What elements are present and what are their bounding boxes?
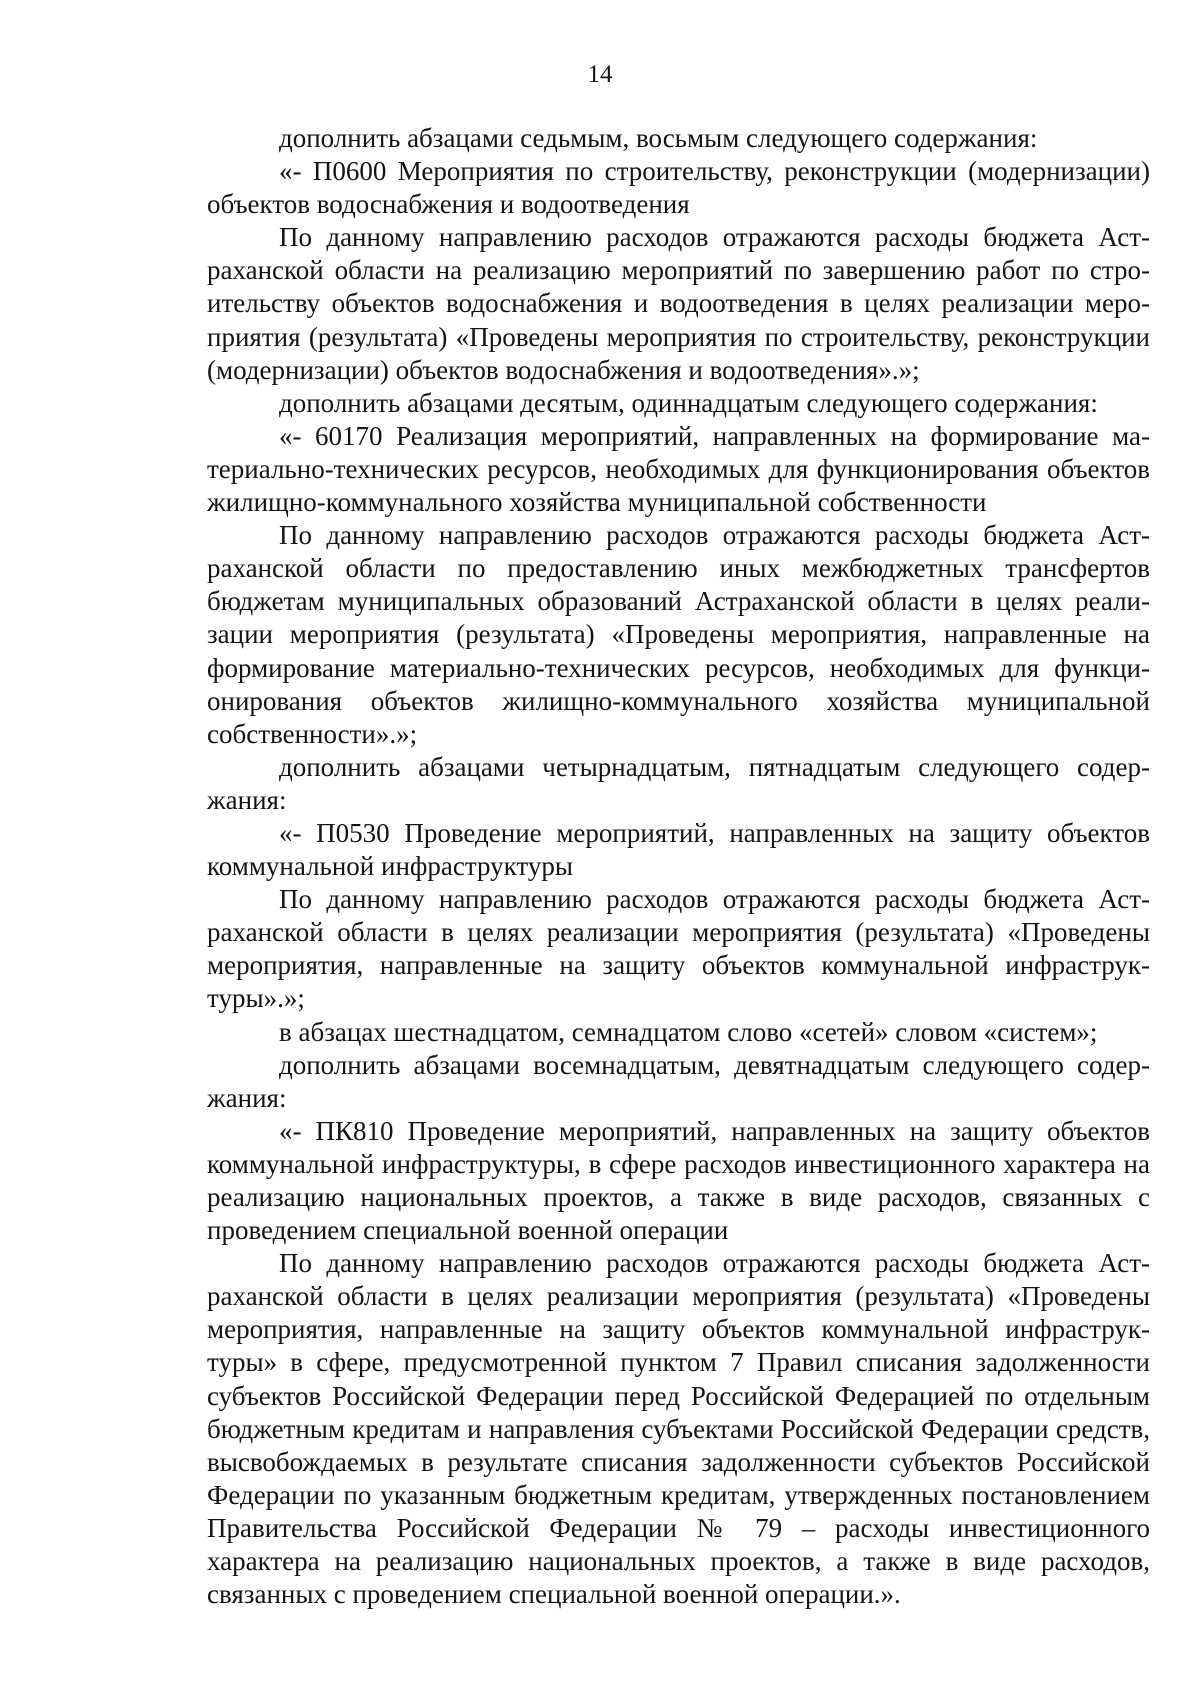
paragraph-60170-title: «- 60170 Реализация мероприятий, направленных на формирование материально-технических ресурсов, необходимых для функционирования объектов жилищно-коммунального хозяйства муниципальной собственности	[207, 420, 1150, 518]
paragraph-amend-7-8: дополнить абзацами седьмым, восьмым следующего содержания:	[279, 123, 1038, 153]
page-number: 14	[587, 61, 613, 88]
paragraph-amend-16-17: в абзацах шестнадцатом, семнадцатом слово «сетей» словом «систем»;	[279, 1016, 1098, 1047]
paragraph-p0600-description: По данному направлению расходов отражаются расходы бюджета Астраханской области на реализацию мероприятий по завершению работ по строительству объектов водоснабжения и водоотведения в целях реализации мероприятия (результата) «Проведены мероприятия по строительству, реконструкции (модернизации) объектов водоснабжения и водоотведения».»;	[207, 222, 1150, 385]
paragraph-amend-14-15: дополнить абзацами четырнадцатым, пятнадцатым следующего содержания:	[207, 751, 1150, 815]
paragraph-pk810-title: «- ПК810 Проведение мероприятий, направленных на защиту объектов коммунальной инфраструктуры, в сфере расходов инвестиционного характера на реализацию национальных проектов, а также в виде расходов, связанных с проведением специальной военной операции	[207, 1115, 1150, 1246]
paragraph-p0530-description: По данному направлению расходов отражаются расходы бюджета Астраханской области в целях реализации мероприятия (результата) «Проведены мероприятия, направленные на защиту объектов коммунальной инфраструктуры».»;	[207, 884, 1150, 1014]
paragraph-p0530-title: «- П0530 Проведение мероприятий, направленных на защиту объектов коммунальной инфраструктуры	[207, 817, 1150, 882]
paragraph-p0600-title: «- П0600 Мероприятия по строительству, реконструкции (модернизации) объектов водоснабжения и водоотведения	[207, 156, 1150, 220]
paragraph-amend-10-11: дополнить абзацами десятым, одиннадцатым следующего содержания:	[279, 387, 1098, 418]
paragraph-60170-description: По данному направлению расходов отражаются расходы бюджета Астраханской области по предоставлению иных межбюджетных трансфертов бюджетам муниципальных образований Астраханской области в целях реализации мероприятия (результата) «Проведены мероприятия, направленные на формирование материально-технических ресурсов, необходимых для функционирования объектов жилищно-коммунального хозяйства муниципальной собственности».»;	[207, 520, 1150, 749]
paragraph-pk810-description: По данному направлению расходов отражаются расходы бюджета Астраханской области в целях реализации мероприятия (результата) «Проведены мероприятия, направленные на защиту объектов коммунальной инфраструктуры» в сфере, предусмотренной пунктом 7 Правил списания задолженности субъектов Российской Федерации перед Российской Федерацией по отдельным бюджетным кредитам и направления субъектами Российской Федерации средств, высвобождаемых в результате списания задолженности субъектов Российской Федерации по указанным бюджетным кредитам, утвержденных постановлением Правительства Российской Федерации № 79 – расходы инвестиционного характера на реализацию национальных проектов, а также в виде расходов, связанных с проведением специальной военной операции.».	[207, 1248, 1150, 1610]
document-body	[207, 122, 1150, 1611]
paragraph-amend-18-19: дополнить абзацами восемнадцатым, девятнадцатым следующего содержания:	[207, 1049, 1150, 1113]
